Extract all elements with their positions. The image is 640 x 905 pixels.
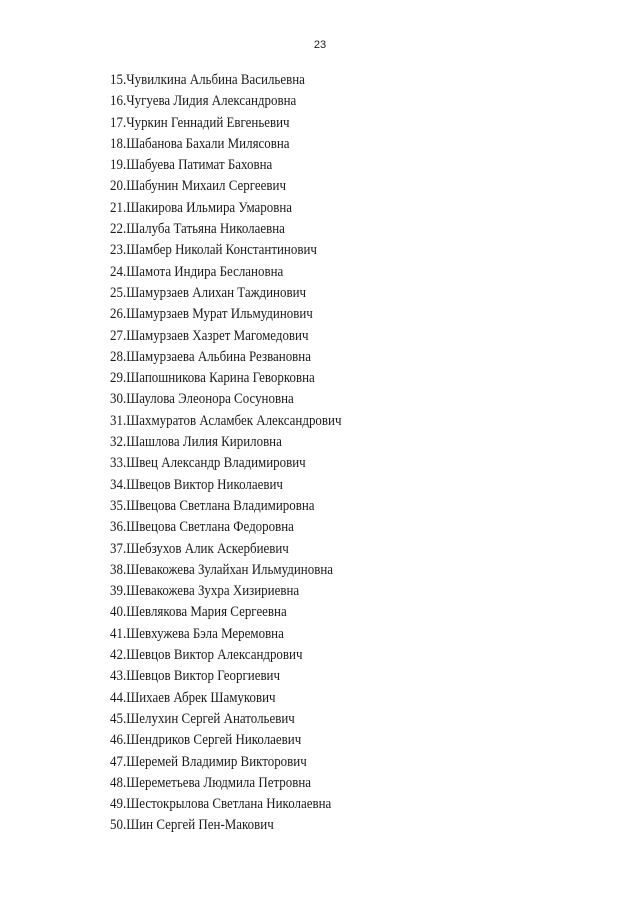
list-item: 18.Шабанова Бахали Милясовна — [110, 135, 290, 152]
list-item: 47.Шеремей Владимир Викторович — [110, 753, 307, 770]
list-item: 28.Шамурзаева Альбина Резвановна — [110, 348, 311, 365]
list-item: 23.Шамбер Николай Константинович — [110, 242, 317, 259]
list-item: 24.Шамота Индира Беслановна — [110, 263, 284, 280]
list-item: 43.Шевцов Виктор Георгиевич — [110, 668, 281, 685]
list-item: 15.Чувилкина Альбина Васильевна — [110, 72, 305, 88]
list-item: 16.Чугуева Лидия Александровна — [110, 93, 297, 110]
list-item: 29.Шапошникова Карина Геворковна — [110, 370, 315, 387]
list-item: 20.Шабунин Михаил Сергеевич — [110, 178, 286, 195]
list-item: 39.Шевакожева Зухра Хизириевна — [110, 583, 300, 600]
list-item: 22.Шалуба Татьяна Николаевна — [110, 221, 285, 238]
list-item: 42.Шевцов Виктор Александрович — [110, 647, 303, 664]
list-item: 48.Шереметьева Людмила Петровна — [110, 774, 312, 791]
list-item: 46.Шендриков Сергей Николаевич — [110, 732, 302, 749]
list-item: 30.Шаулова Элеонора Сосуновна — [110, 391, 294, 408]
list-item: 32.Шашлова Лилия Кириловна — [110, 434, 282, 451]
list-item: 34.Швецов Виктор Николаевич — [110, 476, 283, 493]
list-item: 35.Швецова Светлана Владимировна — [110, 497, 315, 514]
list-item: 36.Швецова Светлана Федоровна — [110, 519, 294, 536]
list-item: 40.Шевлякова Мария Сергеевна — [110, 604, 287, 621]
list-item: 45.Шелухин Сергей Анатольевич — [110, 710, 295, 727]
list-item: 27.Шамурзаев Хазрет Магомедович — [110, 327, 309, 344]
list-item: 44.Шихаев Абрек Шамукович — [110, 689, 276, 706]
list-item: 33.Швец Александр Владимирович — [110, 455, 306, 472]
list-item: 21.Шакирова Ильмира Умаровна — [110, 199, 293, 216]
list-item: 50.Шин Сергей Пен-Макович — [110, 817, 274, 834]
list-item: 38.Шевакожева Зулайхан Ильмудиновна — [110, 561, 334, 578]
list-item: 17.Чуркин Геннадий Евгеньевич — [110, 114, 290, 131]
list-item: 49.Шестокрылова Светлана Николаевна — [110, 796, 332, 813]
list-item: 31.Шахмуратов Асламбек Александрович — [110, 412, 342, 429]
page-number: 23 — [313, 39, 327, 51]
name-list — [110, 70, 367, 837]
list-item: 41.Шевхужева Бэла Меремовна — [110, 625, 284, 642]
list-item: 25.Шамурзаев Алихан Таждинович — [110, 284, 307, 301]
list-item: 19.Шабуева Патимат Баховна — [110, 157, 273, 174]
list-item: 37.Шебзухов Алик Аскербиевич — [110, 540, 289, 557]
list-item: 26.Шамурзаев Мурат Ильмудинович — [110, 306, 313, 323]
